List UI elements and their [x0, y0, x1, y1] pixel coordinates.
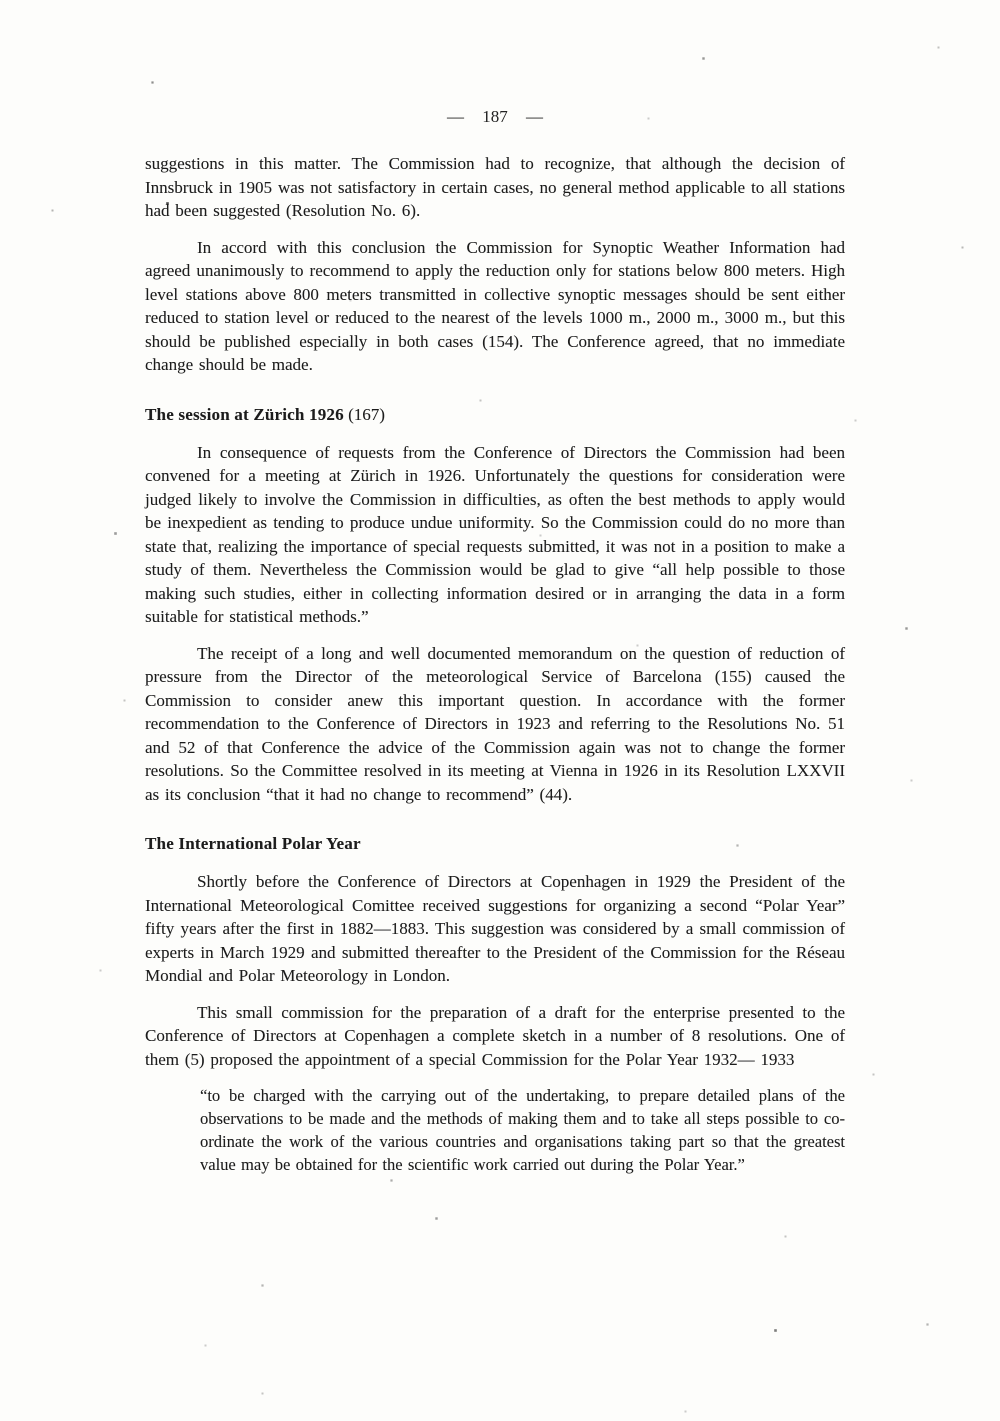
page-number: — 187 — [447, 107, 543, 126]
paragraph-continuation: suggestions in this matter. The Commission had to recognize, that although the decision of Innsbruck in 1905 was not satisfactory in certain cases, no general method applicable to all stations had been suggested (Resolution No. 6). [145, 154, 845, 220]
blockquote-resolution-text: “to be charged with the carrying out of the undertaking, to prepare detailed plans of the observations to be made and the methods of making them and to take all steps possible to co-ordinate the work of the various countries and organisations taking part so that the greatest value may be obtained for the scientific work carried out during the Polar Year.” [200, 1086, 845, 1174]
scan-noise [0, 0, 1, 1]
paragraph: In accord with this conclusion the Commission for Synoptic Weather Information had agreed unanimously to recommend to apply the reduction only for stations below 800 meters. High level stations above 800 meters transmitted in collective synoptic messages should be sent either reduced to station level or reduced to the nearest of the levels 1000 m., 2000 m., 3000 m., but this should be published especially in both cases (154). The Conference agreed, that no immediate change should be made. [145, 237, 845, 374]
paragraph: This small commission for the preparation of a draft for the enterprise presented to the Conference of Directors at Copenhagen a complete sketch in a number of 8 resolutions. One of them (5) proposed the appointment of a special Commission for the Polar Year 1932— 1933 [145, 1002, 845, 1069]
section-heading-international-polar-year [145, 832, 845, 855]
paragraph: The receipt of a long and well documented memorandum on the question of reduction of pressure from the Director of the meteorological Service of Barcelona (155) caused the Commission to consider anew this important question. In accordance with the former recommendation to the Conference of Directors in 1923 and referring to the Resolutions No. 51 and 52 of that Conference the advice of the Commission again was not to change the former resolutions. So the Committee resolved in its meeting at Vienna in 1926 in its Resolution LXXVII as its conclusion “that it had no change to recommend” (44). [145, 643, 845, 804]
paragraph: In consequence of requests from the Conference of Directors the Commission had been convened for a meeting at Zürich in 1926. Unfortunately the questions for consideration were judged likely to involve the Commission in difficulties, as often the best methods to apply would be inexpedient as tending to produce undue uniformity. So the Commission could do no more than state that, realizing the importance of special requests submitted, it was not in a position to make a study of them. Nevertheless the Commission would be glad to give “all help possible to those making such studies, either in collecting information desired or in arranging the data in a form suitable for statistical methods.” [145, 442, 845, 626]
section-heading-ref: (167) [343, 404, 385, 424]
paragraph: Shortly before the Conference of Directors at Copenhagen in 1929 the President of the International Meteorological Comittee received suggestions for organizing a second “Polar Year” fifty years after the first in 1882—1883. This suggestion was considered by a small commission of experts in March 1929 and submitted thereafter to the President of the Commission for the Réseau Mondial and Polar Meteorology in London. [145, 872, 845, 985]
section-heading-title: The International Polar Year [145, 834, 361, 853]
section-heading-zurich-1926 [145, 403, 845, 426]
section-heading-title: The session at Zürich 1926 [145, 404, 344, 424]
page-content [145, 106, 845, 1176]
